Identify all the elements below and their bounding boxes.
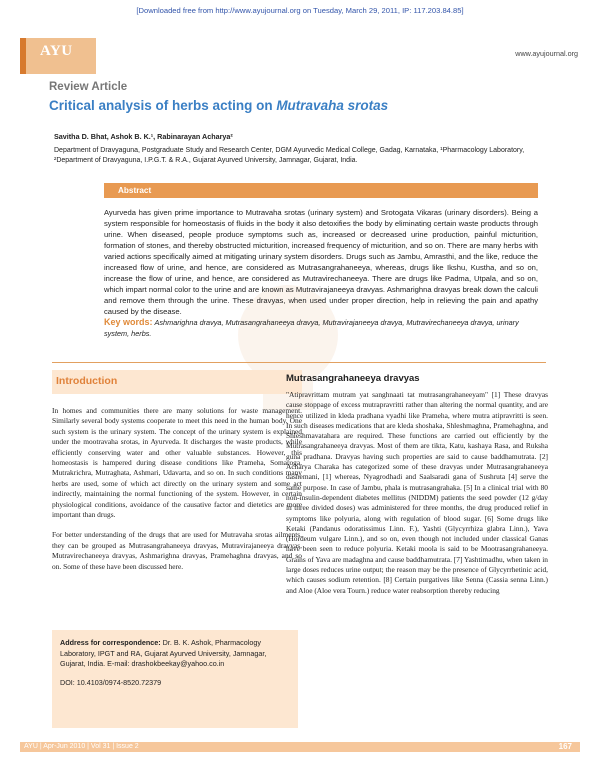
download-notice: [Downloaded free from http://www.ayujournal.org on Tuesday, March 29, 2011, IP: 117.203.84.85] [136,6,464,15]
right-divider [286,362,546,363]
keywords [104,317,538,339]
abstract-section [104,183,538,347]
article-type: Review Article [49,81,128,93]
journal-name: AYU [40,43,73,59]
correspondence-label: Address for correspondence: [60,638,161,647]
page-number: 167 [558,742,572,751]
footer-issue: AYU | Apr-Jun 2010 | Vol 31 | Issue 2 [24,743,139,750]
correspondence-text [60,638,290,670]
authors: Savitha D. Bhat, Ashok B. K.¹, Rabinarayan Acharya² [54,132,233,141]
intro-paragraph-2: For better understanding of the drugs that are used for Mutravaha srotas ailments, they can be grouped as Mutrasangrahaneeya dravyas, Mutravirajaneeya dravyas, Mutravirechaneeya dravyas, Ashmarighna dravyas, Pramehaghna dravyas, and so on. Some of these have been discussed here. [52,530,302,571]
abstract-heading: Abstract [104,183,538,198]
title-plain: Critical analysis of herbs acting on [49,98,277,113]
section-heading-right: Mutrasangrahaneeya dravyas [286,373,420,384]
abstract-text: Ayurveda has given prime importance to Mutravaha srotas (urinary system) and Srotogata Vikaras (urinary disorders). Being a system responsible for homeostasis of fluids in the body it also detoxifies the body by eliminating certain waste products through urine. When diseased, people produce symptoms such as, increased or decreased urine production, painful micturition, formation of stones, and thereby obstructed micturition, increased frequency of micturition, and so on. There are many herbs with varied actions specifically aimed at mitigating urinary system disorders. Drugs such as Jambu, Amrasthi, and the like, reduce the increased flow of urine, and hence, are considered as Mutrasangrahaneeya, whereas, drugs like Ikshu, Kustha, and so on, increase the flow of urine, and hence, are considered as Mutravirechaneeya. There are drugs like Padma, Utpala, and so on, which impart normal color to the urine and are known as Mutravirajaneeya dravyas. Ashmarighna dravyas break down the calculi and remove them through the urine. These dravyas, when used under proper direction, help in relieving the pain and apathy caused by the disease. [104,208,538,316]
correspondence-details: Dr. B. K. Ashok, Pharmacology Laboratory, IPGT and RA, Gujarat Ayurved University, Jamnagar, Gujarat, India. E-mail: drashokbeekay@yahoo.co.in [60,638,267,669]
keywords-label: Key words: [104,317,153,327]
page-footer [0,739,600,753]
intro-paragraph-1: In homes and communities there are many solutions for waste management. Similarly several body systems cooperate to meet this need in the human body. One such system is the urinary system. The concept of the urinary system is explained under the mootravaha srotas, in Ayurveda. It discharges the waste products, while efficiently conserving water and other valuable substances. However, this homeostasis is hampered during disease conditions like Prameha, Somaroga, Mutrakrichra, Mutraghata, Ashmari, Udavarta, and so on. In such conditions many herbs are used, some of which act directly on the urinary system and some act indirectly, maintaining the normal functioning of the system. However, in certain physiological conditions, avoidance of the causative factor and dietetics are more important than drugs. [52,406,302,520]
journal-website[interactable]: www.ayujournal.org [515,49,578,58]
article-title [49,98,388,113]
affiliation: Department of Dravyaguna, Postgraduate Study and Research Center, DGM Ayurvedic Medical College, Gadag, Karnataka, ¹Pharmacology Laboratory, ²Department of Dravyaguna, I.P.G.T. & R.A., Gujarat Ayurved University, Jamnagar, Gujarat, India. [54,147,525,164]
introduction-heading: Introduction [52,370,302,394]
keywords-value: Ashmarighna dravya, Mutrasangrahaneeya dravya, Mutravirajaneeya dravya, Mutravirechaneeya dravya, urinary system, herbs. [104,318,519,338]
journal-logo-accent [20,38,26,74]
correspondence-box [52,630,298,728]
title-italic: Mutravaha srotas [276,98,389,113]
left-column [52,406,302,582]
right-column-text: "Atipravrittam mutram yat sanghnaati tat mutrasangrahaneeyam" [1] These dravyas cause stoppage of excess mutrapravritti rather than altering the normal quantity, and are hence utilized in kleda pradhana vyadhi like Prameha, where mutra atipravritti is seen. In such diseases medications that are kleda shoshaka, Shleshmaghna, Pramehaghna, and Shleshmavatahara are required. These functions are carried out efficiently by the Mutrasangrahaneeya dravyas. Most of them are tikta, Katu, kashaya Rasa, and Ruksha guna pradhana. Dravyas having such properties are said to cause baddhamutrata. [2] Acharya Charaka has categorized some of these dravyas under Mutrasangrahaneeya dashemani, [1] whereas, Nyagrodhadi and Saalsaradi gana of Sushruta [4] serve the same purpose. In case of Jambu, phala is mutrasangrahaka. [5] In a clinical trial with 80 non-insulin-dependent diabetes mellitus (NIDDM) patients the seed powder (12 g/day in three divided doses) was administered for three months, the drug produced relief in symptoms like polyuria, along with regulation of blood sugar. [6] Some drugs like Ketaki (Pandanus odoratissimus Linn. F.), Yashti (Glycyrrhiza glabra Linn.), Yava (Hordeum vulgare Linn.), and so on, even though not included under classical Ganas have been seen to reduce polyuria. Ketaki moola is said to be Mootrasangrahaneeya. Grains of Yava are madaghna and cause baddhamutrata. [7] Yashtimadhu, when taken in large doses reduces urine output; the reason may be the presence of Glycyrrhetinic acid, which causes sodium retention. [8] Certain purgatives like Senna (Cassia senna Linn.) and Aloe (Aloe vera Tourn.) reduce water reabsorption thereby reducing [286,390,548,595]
left-divider [52,362,302,363]
doi[interactable]: DOI: 10.4103/0974-8520.72379 [60,677,162,687]
journal-header [0,28,600,76]
